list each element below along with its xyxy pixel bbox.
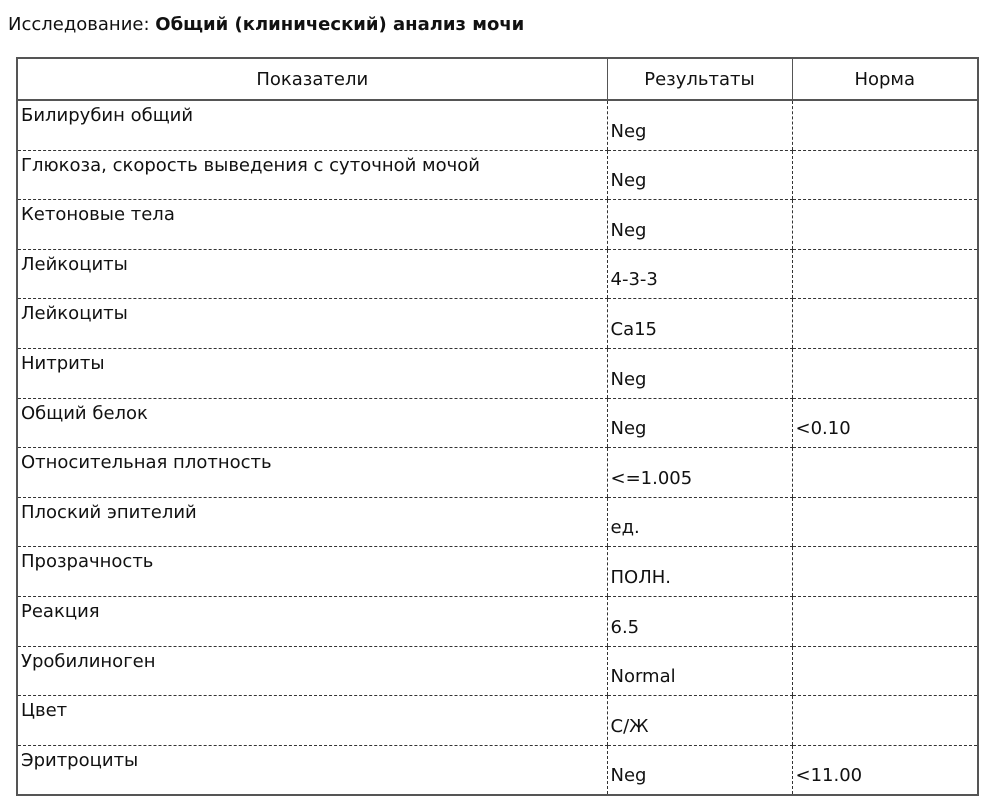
column-header-results: Результаты xyxy=(607,58,792,100)
result-value: Neg xyxy=(607,150,792,200)
norm-value: <0.10 xyxy=(792,398,978,448)
study-label: Исследование: xyxy=(8,14,150,35)
table-row xyxy=(17,200,978,250)
table-row xyxy=(17,596,978,646)
study-name: Общий (клинический) анализ мочи xyxy=(155,14,525,35)
norm-value xyxy=(792,448,978,498)
table-row xyxy=(17,299,978,349)
results-table xyxy=(16,57,979,796)
indicator-name: Цвет xyxy=(17,696,607,746)
indicator-name: Глюкоза, скорость выведения с суточной мочой xyxy=(17,150,607,200)
table-row xyxy=(17,398,978,448)
table-row xyxy=(17,150,978,200)
norm-value: <11.00 xyxy=(792,745,978,795)
result-value: С/Ж xyxy=(607,696,792,746)
result-value: 4-3-3 xyxy=(607,249,792,299)
table-row xyxy=(17,348,978,398)
result-value: ед. xyxy=(607,497,792,547)
table-row xyxy=(17,448,978,498)
result-value: ПОЛН. xyxy=(607,547,792,597)
indicator-name: Плоский эпителий xyxy=(17,497,607,547)
table-row xyxy=(17,497,978,547)
indicator-name: Прозрачность xyxy=(17,547,607,597)
table-row xyxy=(17,249,978,299)
table-row xyxy=(17,100,978,150)
norm-value xyxy=(792,150,978,200)
indicator-name: Реакция xyxy=(17,596,607,646)
indicator-name: Лейкоциты xyxy=(17,299,607,349)
norm-value xyxy=(792,596,978,646)
indicator-name: Относительная плотность xyxy=(17,448,607,498)
norm-value xyxy=(792,547,978,597)
result-value: 6.5 xyxy=(607,596,792,646)
result-value: Neg xyxy=(607,100,792,150)
norm-value xyxy=(792,200,978,250)
result-value: Ca15 xyxy=(607,299,792,349)
indicator-name: Лейкоциты xyxy=(17,249,607,299)
table-row xyxy=(17,646,978,696)
norm-value xyxy=(792,348,978,398)
indicator-name: Эритроциты xyxy=(21,749,139,771)
table-row xyxy=(17,745,978,795)
study-title xyxy=(8,14,524,36)
table-header-row xyxy=(17,58,978,100)
norm-value xyxy=(792,299,978,349)
result-value: Neg xyxy=(607,745,792,795)
indicator-name: Билирубин общий xyxy=(17,100,607,150)
norm-value xyxy=(792,497,978,547)
indicator-name: Уробилиноген xyxy=(17,646,607,696)
table-row xyxy=(17,696,978,746)
indicator-name: Нитриты xyxy=(17,348,607,398)
norm-value xyxy=(792,696,978,746)
column-header-indicators: Показатели xyxy=(17,58,607,100)
result-value: <=1.005 xyxy=(607,448,792,498)
norm-value xyxy=(792,100,978,150)
table-row xyxy=(17,547,978,597)
result-value: Neg xyxy=(607,398,792,448)
result-value: Neg xyxy=(607,200,792,250)
norm-value xyxy=(792,249,978,299)
indicator-name: Общий белок xyxy=(17,398,607,448)
column-header-norm: Норма xyxy=(792,58,978,100)
norm-value xyxy=(792,646,978,696)
indicator-name: Кетоновые тела xyxy=(17,200,607,250)
result-value: Normal xyxy=(607,646,792,696)
result-value: Neg xyxy=(607,348,792,398)
